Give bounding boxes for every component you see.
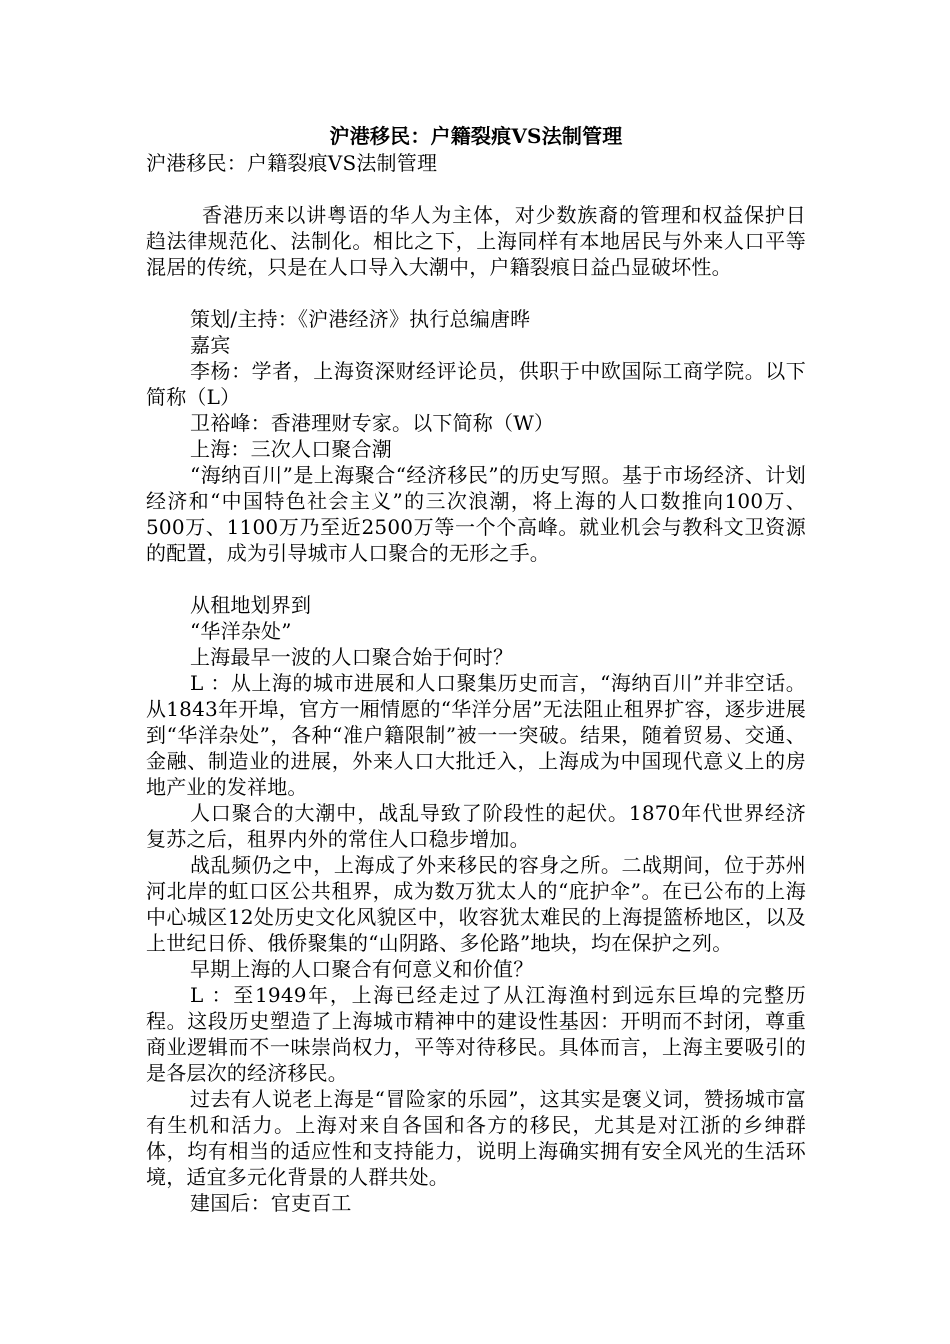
section-heading: 上海：三次人口聚合潮 xyxy=(190,437,392,461)
answer-paragraph: L ：至1949年，上海已经走过了从江海渔村到远东巨埠的完整历程。这段历史塑造了上海城市精神中的建设性基因：开明而不封闭，尊重商业逻辑而不一味崇尚权力，平等对待移民。具体而言，上海主要吸引的是各层次的经济移民。 xyxy=(146,983,806,1085)
document-page xyxy=(146,122,806,1216)
intro-paragraph: 香港历来以讲粤语的华人为主体，对少数族裔的管理和权益保护日趋法律规范化、法制化。相比之下，上海同样有本地居民与外来人口平等混居的传统，只是在人口导入大潮中，户籍裂痕日益凸显破坏性。 xyxy=(146,203,806,279)
guest-credit-w: 卫裕峰：香港理财专家。以下简称（W） xyxy=(190,411,555,435)
blank-line xyxy=(146,176,806,202)
subsection-heading-line-1: 从租地划界到 xyxy=(190,593,312,617)
guest-credit-l: 李杨：学者，上海资深财经评论员，供职于中欧国际工商学院。以下简称（L） xyxy=(146,359,806,409)
section-heading: 建国后：官吏百工 xyxy=(190,1191,352,1215)
section-lead-paragraph: “海纳百川”是上海聚合“经济移民”的历史写照。基于市场经济、计划经济和“中国特色社会主义”的三次浪潮，将上海的人口数推向100万、500万、1100万乃至近2500万等一个个高峰。就业机会与教科文卫资源的配置，成为引导城市人口聚合的无形之手。 xyxy=(146,463,806,565)
subsection-heading-line-2: “华洋杂处” xyxy=(190,619,292,643)
answer-paragraph: L ：从上海的城市进展和人口聚集历史而言，“海纳百川”并非空话。从1843年开埠，官方一厢情愿的“华洋分居”无法阻止租界扩容，逐步进展到“华洋杂处”，各种“准户籍限制”被一一突破。结果，随着贸易、交通、金融、制造业的进展，外来人口大批迁入，上海成为中国现代意义上的房地产业的发祥地。 xyxy=(146,671,806,799)
question-paragraph: 早期上海的人口聚合有何意义和价值？ xyxy=(190,957,534,981)
blank-line xyxy=(146,280,806,306)
blank-line xyxy=(146,566,806,592)
guests-label: 嘉宾 xyxy=(190,333,231,357)
body-paragraph: 人口聚合的大潮中，战乱导致了阶段性的起伏。1870年代世界经济复苏之后，租界内外的常住人口稳步增加。 xyxy=(146,801,806,851)
document-subtitle: 沪港移民：户籍裂痕VS法制管理 xyxy=(146,151,438,175)
question-paragraph: 上海最早一波的人口聚合始于何时？ xyxy=(190,645,514,669)
body-paragraph: 战乱频仍之中，上海成了外来移民的容身之所。二战期间，位于苏州河北岸的虹口区公共租界，成为数万犹太人的“庇护伞”。在已公布的上海中心城区12处历史文化风貌区中，收容犹太难民的上海提篮桥地区，以及上世纪日侨、俄侨聚集的“山阴路、多伦路”地块，均在保护之列。 xyxy=(146,853,806,955)
host-credit: 策划/主持：《沪港经济》执行总编唐晔 xyxy=(190,307,531,331)
body-paragraph: 过去有人说老上海是“冒险家的乐园”，这其实是褒义词，赞扬城市富有生机和活力。上海对来自各国和各方的移民，尤其是对江浙的乡绅群体，均有相当的适应性和支持能力，说明上海确实拥有安全风光的生活环境，适宜多元化背景的人群共处。 xyxy=(146,1087,806,1189)
document-title: 沪港移民：户籍裂痕VS法制管理 xyxy=(329,124,623,148)
